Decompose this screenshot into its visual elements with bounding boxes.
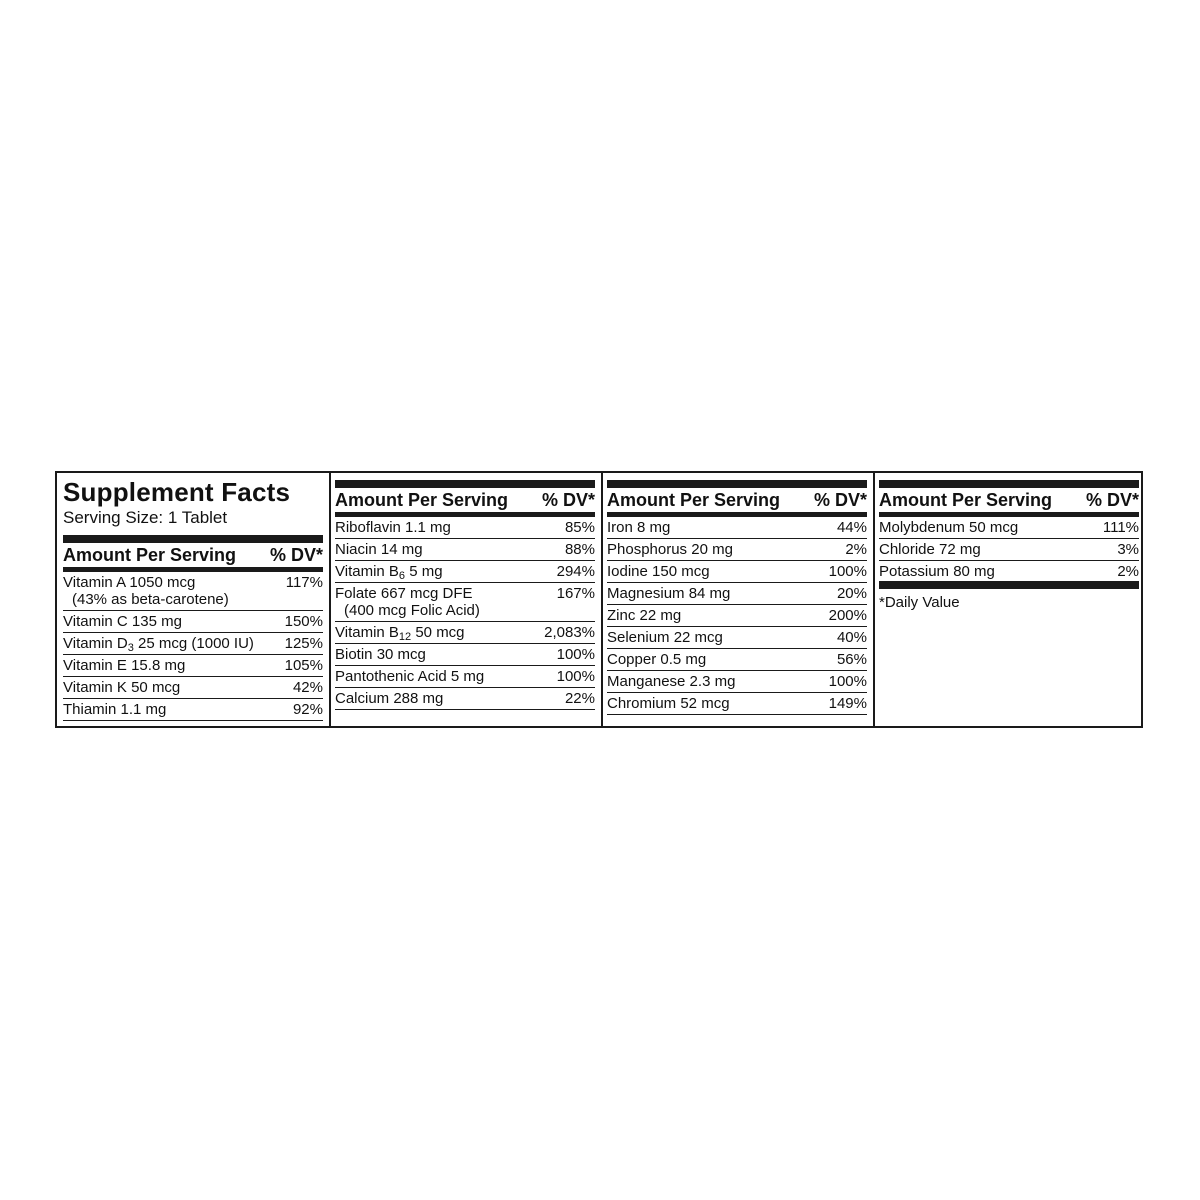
nutrient-label: Manganese 2.3 mg <box>607 673 736 690</box>
daily-value-percent: 117% <box>285 574 323 591</box>
nutrient-list <box>63 572 323 721</box>
panel-title: Supplement Facts <box>63 477 291 507</box>
daily-value-percent: 105% <box>284 657 323 674</box>
nutrient-row <box>607 583 867 605</box>
nutrient-subscript: 12 <box>398 631 412 643</box>
nutrient-name <box>63 613 182 630</box>
thick-rule <box>63 535 323 543</box>
daily-value-percent: 92% <box>292 701 323 718</box>
nutrient-row <box>335 666 595 688</box>
nutrient-row <box>607 539 867 561</box>
nutrient-row <box>607 693 867 715</box>
serving-size: Serving Size: 1 Tablet <box>63 508 228 527</box>
nutrient-row <box>63 677 323 699</box>
daily-value-percent: 42% <box>292 679 323 696</box>
nutrient-list <box>335 517 595 710</box>
nutrient-label: Riboflavin 1.1 mg <box>335 519 451 536</box>
nutrient-row <box>607 627 867 649</box>
amount-per-serving-label: Amount Per Serving <box>335 490 509 510</box>
daily-value-percent: 100% <box>828 563 867 580</box>
nutrient-name <box>607 541 733 558</box>
nutrient-subscript: 3 <box>127 642 134 654</box>
daily-value-percent: 294% <box>556 563 595 580</box>
nutrient-label: Biotin 30 mcg <box>335 646 426 663</box>
daily-value-percent: 150% <box>284 613 323 630</box>
nutrient-list <box>879 517 1139 582</box>
nutrient-row <box>607 561 867 583</box>
nutrient-name <box>335 668 484 685</box>
nutrient-amount: 25 mcg (1000 IU) <box>133 635 254 652</box>
thick-rule <box>607 480 867 488</box>
nutrient-label: Zinc 22 mg <box>607 607 682 624</box>
daily-value-percent: 200% <box>828 607 867 624</box>
amount-per-serving-label: Amount Per Serving <box>607 490 781 510</box>
nutrient-label: Vitamin D <box>63 635 128 652</box>
nutrient-name <box>607 607 681 624</box>
nutrient-name <box>879 563 995 580</box>
thick-rule <box>879 480 1139 488</box>
daily-value-percent: 40% <box>836 629 867 646</box>
daily-value-percent: 100% <box>556 646 595 663</box>
nutrient-label: Vitamin C 135 mg <box>63 613 182 630</box>
nutrient-note: (400 mcg Folic Acid) <box>344 602 480 619</box>
nutrient-row <box>607 605 867 627</box>
daily-value-percent: 100% <box>828 673 867 690</box>
nutrient-name <box>607 585 730 602</box>
daily-value-percent: 2% <box>845 541 867 558</box>
nutrient-name <box>63 635 254 652</box>
daily-value-percent: 2% <box>1117 563 1139 580</box>
nutrient-label: Folate 667 mcg DFE <box>335 585 473 602</box>
column-divider <box>329 473 331 726</box>
daily-value-percent: 20% <box>836 585 867 602</box>
nutrient-amount: 5 mg <box>405 563 443 580</box>
nutrient-label: Thiamin 1.1 mg <box>63 701 167 718</box>
nutrient-name <box>607 695 730 712</box>
nutrient-list <box>607 517 867 715</box>
nutrient-row <box>607 671 867 693</box>
daily-value-footnote: *Daily Value <box>879 594 960 611</box>
nutrient-row <box>879 561 1139 582</box>
nutrient-name <box>607 673 735 690</box>
daily-value-percent: 56% <box>836 651 867 668</box>
nutrient-name <box>335 585 480 619</box>
nutrient-label: Vitamin A 1050 mcg <box>63 574 196 591</box>
nutrient-row <box>335 517 595 539</box>
daily-value-percent: 2,083% <box>544 624 595 641</box>
nutrient-label: Phosphorus 20 mg <box>607 541 733 558</box>
nutrient-name <box>63 701 166 718</box>
nutrient-row <box>607 517 867 539</box>
nutrient-row <box>335 688 595 710</box>
daily-value-label: % DV* <box>269 545 323 565</box>
nutrient-name <box>335 519 451 536</box>
daily-value-percent: 85% <box>564 519 595 536</box>
daily-value-percent: 100% <box>556 668 595 685</box>
daily-value-percent: 44% <box>836 519 867 536</box>
daily-value-label: % DV* <box>1085 490 1139 510</box>
nutrient-label: Iron 8 mg <box>607 519 671 536</box>
daily-value-percent: 111% <box>1102 519 1139 536</box>
nutrient-row <box>335 561 595 583</box>
nutrient-row <box>879 539 1139 561</box>
nutrient-row <box>607 649 867 671</box>
nutrient-label: Chloride 72 mg <box>879 541 981 558</box>
facts-column-3 <box>607 473 867 726</box>
nutrient-name <box>63 679 180 696</box>
nutrient-name <box>879 541 981 558</box>
nutrient-label: Potassium 80 mg <box>879 563 995 580</box>
nutrient-name <box>607 629 723 646</box>
nutrient-row <box>63 572 323 611</box>
nutrient-row <box>879 517 1139 539</box>
nutrient-label: Magnesium 84 mg <box>607 585 731 602</box>
column-header <box>607 488 867 512</box>
nutrient-name <box>879 519 1018 536</box>
nutrient-label: Calcium 288 mg <box>335 690 444 707</box>
nutrient-row <box>63 655 323 677</box>
nutrient-name <box>335 563 443 580</box>
nutrient-row <box>335 583 595 622</box>
nutrient-subscript: 6 <box>398 570 406 582</box>
daily-value-percent: 88% <box>564 541 595 558</box>
column-divider <box>601 473 603 726</box>
nutrient-row <box>335 644 595 666</box>
nutrient-name <box>335 690 443 707</box>
bottom-rule <box>879 581 1139 589</box>
nutrient-amount: 50 mcg <box>411 624 465 641</box>
column-divider <box>873 473 875 726</box>
daily-value-percent: 125% <box>284 635 323 652</box>
facts-column-2 <box>335 473 595 726</box>
daily-value-percent: 167% <box>556 585 595 602</box>
facts-column-1 <box>63 473 323 726</box>
daily-value-percent: 3% <box>1117 541 1139 558</box>
daily-value-label: % DV* <box>541 490 595 510</box>
nutrient-label: Selenium 22 mcg <box>607 629 723 646</box>
daily-value-percent: 22% <box>564 690 595 707</box>
nutrient-label: Vitamin B <box>335 563 399 580</box>
column-header <box>335 488 595 512</box>
nutrient-row <box>335 539 595 561</box>
nutrient-label: Vitamin B <box>335 624 399 641</box>
daily-value-label: % DV* <box>813 490 867 510</box>
nutrient-label: Copper 0.5 mg <box>607 651 707 668</box>
column-header <box>63 543 323 567</box>
nutrient-name <box>63 574 229 608</box>
nutrient-name <box>335 624 465 641</box>
nutrient-name <box>607 519 670 536</box>
facts-column-4 <box>879 473 1139 726</box>
nutrient-row <box>335 622 595 644</box>
nutrient-label: Vitamin E 15.8 mg <box>63 657 186 674</box>
nutrient-note: (43% as beta-carotene) <box>72 591 229 608</box>
nutrient-row <box>63 699 323 721</box>
nutrient-label: Niacin 14 mg <box>335 541 423 558</box>
nutrient-label: Molybdenum 50 mcg <box>879 519 1019 536</box>
nutrient-name <box>607 651 706 668</box>
supplement-facts-panel <box>55 471 1143 728</box>
nutrient-label: Iodine 150 mcg <box>607 563 710 580</box>
nutrient-name <box>335 541 423 558</box>
daily-value-percent: 149% <box>828 695 867 712</box>
nutrient-label: Vitamin K 50 mcg <box>63 679 181 696</box>
amount-per-serving-label: Amount Per Serving <box>63 545 237 565</box>
nutrient-label: Chromium 52 mcg <box>607 695 730 712</box>
thick-rule <box>335 480 595 488</box>
nutrient-name <box>63 657 185 674</box>
nutrient-name <box>335 646 426 663</box>
nutrient-name <box>607 563 710 580</box>
nutrient-label: Pantothenic Acid 5 mg <box>335 668 485 685</box>
nutrient-row <box>63 633 323 655</box>
amount-per-serving-label: Amount Per Serving <box>879 490 1053 510</box>
nutrient-row <box>63 611 323 633</box>
column-header <box>879 488 1139 512</box>
